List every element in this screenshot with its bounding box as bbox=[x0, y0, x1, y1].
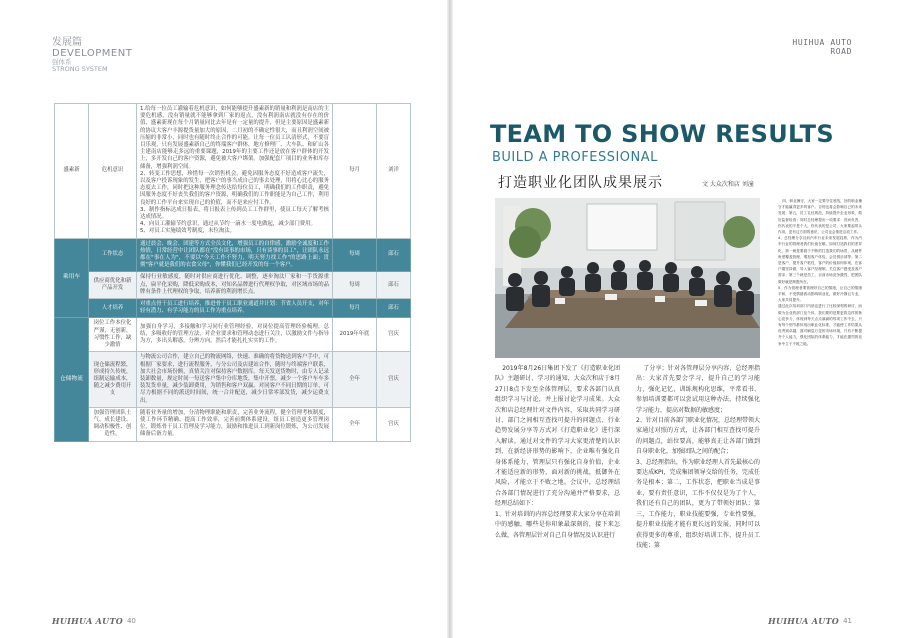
person-cell: 邱石 bbox=[377, 272, 411, 299]
section-sub-cn: 强体系 bbox=[52, 58, 72, 66]
spine-gutter bbox=[447, 0, 453, 638]
table-row bbox=[55, 299, 411, 318]
cycle-cell: 全年 bbox=[333, 352, 377, 407]
table-row bbox=[55, 352, 411, 407]
table-row bbox=[55, 104, 411, 239]
person-cell: 宫庆 bbox=[377, 352, 411, 407]
article-subtitle-en: BUILD A PROFESSIONAL bbox=[492, 150, 658, 165]
table-row bbox=[55, 407, 411, 441]
content-cell: 对重点骨干员工进行培养，推进骨干员工职业通道并计划：节省人员开支，对年轻有潜力、有学习能力的员工作为重点培养。 bbox=[137, 299, 333, 318]
article-column-right-top bbox=[778, 198, 862, 347]
content-cell: 加强自身学习，多接触和学习同行业管理经验，对岗位提高管理经验梳理，总结，多吸收好的管理方法，对企业要求和管理动态进行关注，以激励文件与指导为方，多出头解惑，分辨方向，然后才能扎扎实实的工作。 bbox=[137, 318, 333, 352]
item-cell: 供应商优化和新产品开发 bbox=[89, 272, 137, 299]
footer-logo: HUIHUA AUTO bbox=[768, 616, 840, 626]
content-cell: 随着业务量的增加，分清物理职能和职责，完善业务流程，健全管理考核制度，使工作环节精确、提高工作效率，完善前期体系建设，组员工创造更多管理岗位，锻炼骨干员工管理及学习能力，鼓励和推进员工到新岗位锻炼，为公司发展储备后备力量。 bbox=[137, 407, 333, 441]
page-number: 40 bbox=[126, 617, 136, 625]
cycle-cell: 2019年年底 bbox=[333, 318, 377, 352]
right-footer bbox=[768, 616, 852, 626]
cycle-cell: 每月 bbox=[333, 299, 377, 318]
person-cell: 邱石 bbox=[377, 299, 411, 318]
section-header bbox=[52, 38, 132, 73]
brand-line-2: ROAD bbox=[830, 47, 852, 56]
table-row bbox=[55, 272, 411, 299]
category-cell: 仓储物流 bbox=[55, 318, 89, 441]
item-cell: 加强管理团队士气、成长建设、调动积极性、创造性。 bbox=[89, 407, 137, 441]
item-cell: 现仓储流程繁，形成持久传统，组制运输成本，随之减少费用开支 bbox=[89, 352, 137, 407]
person-cell: 宫庆 bbox=[377, 407, 411, 441]
article-title-cn: 打造职业化团队成果展示 bbox=[498, 175, 663, 191]
item-cell: 人才培养 bbox=[89, 299, 137, 318]
plan-table bbox=[54, 103, 411, 442]
meeting-photo-illustration bbox=[495, 198, 760, 358]
item-cell: 工作状态 bbox=[89, 238, 137, 272]
content-cell: 与物流公司合作，建立自己的物流网络，快速、准确的将货物送到客户手中，可根据厂家要求，进行流程服务，与分公司及店建站合作，随时与终端客户联系，加大社会市场份额，真情关注对保持客户数据库。每天发送货物时，由专人记录装卸数量，规定时间一每送客户集中分库地货，集中开票，减少一个客户车车多装发货单量，减少装卸费用，为销售和客户双赢。对同客户不同日期的订单，可尽力根据不同的派送时间间，统一合并配送，减少日常零部发货，减少运费支出。 bbox=[137, 352, 333, 407]
article-column-b bbox=[636, 364, 760, 551]
cycle-cell: 每月 bbox=[333, 104, 377, 239]
item-cell: 危机意识 bbox=[89, 104, 137, 239]
section-title-en: DEVELOPMENT bbox=[52, 47, 133, 59]
content-cell: 1.给每一位员工灌输着危机意识，如何能够提升盛素新的销量和利润是南店的主要危机感，没有销量就不能够拿到厂家的返点，没有利润南店就没有存在的价值，盛素新现在每个月销量同比去年是有一定量的提升，但是主要原因是盛素新的协议大客户丰源提货量加大的原因，二月初的不确定性很大，而且利润空间被压缩的非常小，同时也有随时终止合作的可能。让每一位员工认清形式，不要盲目乐观，只有发展盛素新自己的终端客户群体，地方修理厂、大车队、和矿山各主建南店能够走多远的重要课题，2019年的主要工作还是放在客户群体的开发上，多开发自己的客户资源，避免被大客户绑架。加强配套厂项目的业务和库存储备，增强利润空间。 2、转变工作思想，珍惜每一次销售机会，避免因服务态度不好造成客户流失，以及客户投诉现象的发生，把客户的事当成自己的事去处理，用将心比心的服务态度去工作，同时把这种服务理念传达给每位员工，明确我们的工作职责，避免因服务态度不好丧失我们的客户资源，明确我们的工作职能是为自己工作，利用良好的工作平台来实现自己的价值，而不是来应付工作。 3、制作指标达成日报表，将日报表上传到员工工作群里，使员工每天了解考核达成情况。 4、向员工灌输节约意识，通过从节约一滴水一度电做起，减少部门费用。 5、对员工实施绩效考制度，末位淘汰。 bbox=[137, 104, 333, 239]
cycle-cell: 每周 bbox=[333, 272, 377, 299]
category-cell: 盛素新 bbox=[55, 104, 89, 239]
article-title-en: TEAM TO SHOW RESULTS bbox=[490, 120, 834, 148]
table-row bbox=[55, 238, 411, 272]
person-cell: 刘洋 bbox=[377, 104, 411, 239]
right-page bbox=[450, 0, 900, 638]
article-column-a bbox=[495, 364, 620, 541]
left-footer bbox=[52, 616, 136, 626]
cycle-cell: 全年 bbox=[333, 407, 377, 441]
page-number: 41 bbox=[843, 617, 852, 625]
table-row bbox=[55, 318, 411, 352]
meeting-photo bbox=[495, 198, 760, 358]
category-cell: 乘用车 bbox=[55, 238, 89, 318]
brand-line-1: HUIHUA AUTO bbox=[792, 38, 852, 47]
article-text-c: 四，职业操守，大家一定要守住底线，好的职业操守才能赢得更多的客户。否则也将会影响自己的未来发展；第五，员工礼仪规范，持续提升企业形象，做好监督检查；同时总经理提出一项要求：首问负责，你代表的不是个人，你代表的是公司，大家要起带头作用，更有这方面的意识，公司也会推进这项工作。 4、总经理分享目前汽车行业未来发展趋势，作为汽车行业的管理者我们价值在哪，如何打造我们的差异化，第一就是要源于不断的打造我们的场景，从硬件角度覆盖管理，增加客户体验，会员俱乐部等；第二是客户，提升客户粘性，客户的价值如何体现，在客户端坚持做，导入客户经理制，关注客户感受及客户需求；第三个就是员工，目前市场竞争激烈，把团队做好就是制胜所在。 5、作为管理者要管理好自己的情绪，让自己的情绪平和，不受情绪波动影响职业化，做好冷静且专业，大家共同提升。 通过此次培训部门内部也进行了比较深刻的研讨，而做为企业的部门及个体，我们要的是要更将这样的核心竞争力，体现到每天点点滴滴的每项工作中去，只有每个细节都体现出职业化标准，才能使工作结果从优秀到卓越，面对瞬息万变的市场环境，只有不断提升个人能力，强化团队的体系能力，才能在激烈的竞争中立于不败之地。 bbox=[778, 199, 862, 346]
brand-logo bbox=[792, 38, 852, 56]
content-cell: 保持行业敏感度，随时对供应商进行优化、调整，逐步淘汰厂家和一手货源重点，扁平化采购，降低采购成本，对知名品牌进行代理权争取，对区域市场的品牌有条件上代理权的争取，培养新的利润增长点。 bbox=[137, 272, 333, 299]
footer-logo: HUIHUA AUTO bbox=[52, 616, 123, 626]
byline: 文 大众次和店 刘潼 bbox=[702, 181, 754, 188]
article-text-b: 了分享；针对各管理层分享内容，总经理指出：大家首先要会学习，提升自己的学习能力，强化记忆，训练规构化思维，平常看书、参加培训要都可以尝试用这种办法，持续强化学习能力，提高对数据的敏感度； 2、针对目前各部门职业化情况，总经理带领大家通过对照的方式，让各部门相互查找可提升的问题点，站位要高，能够真正让各部门做到自身职业化，加强团队之间的配合； 3、总经理指出，作为职业经理人首先最核心的要达成KPI，完成集团领导交给的任务，完成任务是根本；第二，工作状态，把职业当成是事业，要有责任意识，工作不仅仅是为了个人，我们还有自己的团队，更为了带领好团队；第三，工作能力，职业技能要强，专业性要强，提升职业技能才能有更长远的发展，同时可以获得更多的尊重，组织好培训工作，提升员工技能；第 bbox=[636, 365, 760, 549]
item-cell: 岗位工作本位化严谨，无创新，习惯性工作，缺少激情 bbox=[89, 318, 137, 352]
person-cell: 邱石 bbox=[377, 238, 411, 272]
section-sub-en: STRONG SYSTEM bbox=[52, 64, 108, 73]
section-title-cn: 发展篇 bbox=[52, 37, 82, 48]
person-cell: 宫庆 bbox=[377, 318, 411, 352]
cycle-cell: 每周 bbox=[333, 238, 377, 272]
content-cell: 通过晨会、晚会、团建等方式全员文化，增强员工的自律感，激励全诚度和工作热情，日常经营中让团队都在"没有谈事的市场，只有谈事的员工"，让团队永远都在"事在人为"，不要以"今天工作不努力，明天努力找工作"的思路上面；贯彻"客户就是我们的衣食父母"，你懂我们已经开发的每一个客户。 bbox=[137, 238, 333, 272]
article-text-a: 2019年8月26日集团下发了《打造职业化团队》主题研讨、学习的通知，大众次和店于8月27日8点下发至全体管理层，要求各部门认真组织学习与讨论，并上报讨论学习成果。大众次和店总经理针对文件内容，采取共同学习研讨、部门之间相互查找可提升的问题点、行业趋势发展分享等方式对《打造职业化》进行深入解读。通过对文件的学习大家更清楚的认识到，在新经济形势的影响下，企业唯有强化自身体系能力，管理层只有强化自身价值，企业才能适应新的形势，面对新的挑战，抵御外在风险，才能立于不败之地。会议中，总经理结合各部门情况进行了充分沟通并严格要求，总经理总结如下： 1、针对培训的内容总经理要求大家分享在培训中的感触，哪些是你印象最深刻的，接下来怎么做，各管理层针对自己自身情况及认识进行 bbox=[495, 365, 620, 539]
